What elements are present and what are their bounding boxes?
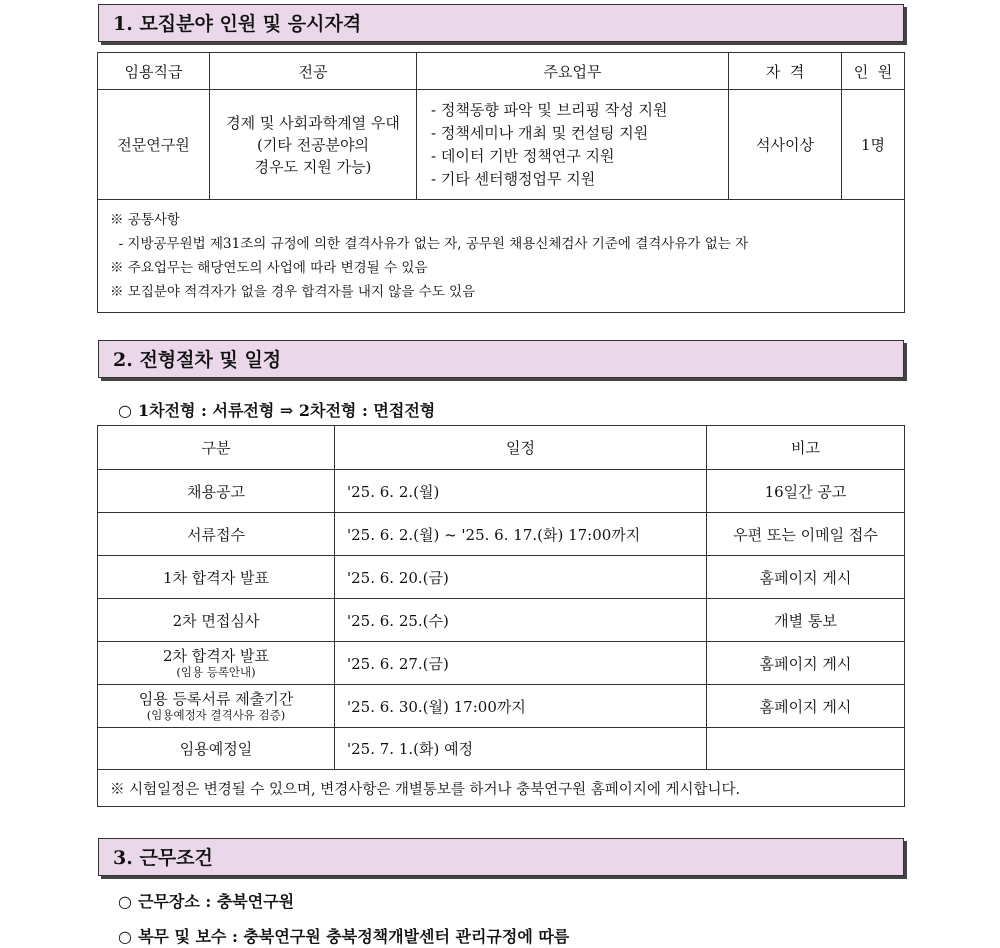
stage-cell: 2차 면접심사 [98,599,335,642]
schedule-cell: '25. 6. 27.(금) [335,642,707,685]
process-line [118,398,435,421]
stage-cell [98,642,335,685]
header-rank: 임용직급 [98,53,210,90]
notes-row [98,200,905,313]
stage-cell [98,685,335,728]
remark-cell: 홈페이지 게시 [707,685,905,728]
table-row [98,642,905,685]
major-line: (기타 전공분야의 [256,135,370,154]
note-row [98,770,905,807]
header-schedule: 일정 [335,426,707,470]
major-line: 경제 및 사회과학계열 우대 [226,113,400,132]
work-location-line [118,889,294,912]
schedule-cell: '25. 6. 25.(수) [335,599,707,642]
header-stage: 구분 [98,426,335,470]
remark-cell: 홈페이지 게시 [707,556,905,599]
note-line: ※ 공통사항 [110,212,180,228]
notes-cell [98,200,905,313]
schedule-note: ※ 시험일정은 변경될 수 있으며, 변경사항은 개별통보를 하거나 충북연구원 홈페이지에 게시합니다. [98,770,905,807]
recruitment-table [97,52,905,313]
headcount-cell: 1명 [842,90,905,200]
pay-text: 복무 및 보수 : 충북연구원 충북정책개발센터 관리규정에 따름 [137,927,570,946]
qualification-cell: 석사이상 [729,90,842,200]
duty-item: - 정책동향 파악 및 브리핑 작성 지원 [431,100,668,119]
process-text: 1차전형 : 서류전형 ⇒ 2차전형 : 면접전형 [137,401,436,420]
circle-bullet: ○ [118,927,132,946]
remark-cell: 개별 통보 [707,599,905,642]
table-row [98,685,905,728]
header-qualification: 자 격 [729,53,842,90]
note-line: ※ 주요업무는 해당연도의 사업에 따라 변경될 수 있음 [110,260,428,276]
section-3-title: 3. 근무조건 [98,838,904,876]
work-location-text: 근무장소 : 충북연구원 [137,892,295,911]
stage-cell: 1차 합격자 발표 [98,556,335,599]
table-row [98,599,905,642]
stage-cell: 채용공고 [98,470,335,513]
schedule-cell: '25. 6. 30.(월) 17:00까지 [335,685,707,728]
remark-cell: 우편 또는 이메일 접수 [707,513,905,556]
circle-bullet: ○ [118,892,132,911]
header-remark: 비고 [707,426,905,470]
section-1-title: 1. 모집분야 인원 및 응시자격 [98,4,904,42]
schedule-cell: '25. 6. 20.(금) [335,556,707,599]
pay-line [118,924,569,947]
stage-sub: (임용 등록안내) [176,665,256,679]
duty-item: - 데이터 기반 정책연구 지원 [431,146,615,165]
stage-main: 2차 합격자 발표 [162,647,270,665]
stage-cell: 임용예정일 [98,728,335,770]
circle-bullet: ○ [118,401,132,420]
remark-cell [707,728,905,770]
table-row [98,728,905,770]
table-header-row [98,53,905,90]
section-2-title: 2. 전형절차 및 일정 [98,340,904,378]
schedule-cell: '25. 6. 2.(월) ~ '25. 6. 17.(화) 17:00까지 [335,513,707,556]
rank-cell: 전문연구원 [98,90,210,200]
duty-item: - 정책세미나 개최 및 컨설팅 지원 [431,123,649,142]
header-major: 전공 [210,53,417,90]
table-row [98,90,905,200]
stage-sub: (임용예정자 결격사유 검증) [146,708,286,722]
table-row [98,470,905,513]
note-line: - 지방공무원법 제31조의 규정에 의한 결격사유가 없는 자, 공무원 채용신체검사 기준에 결격사유가 없는 자 [110,236,749,252]
schedule-table [97,425,905,807]
table-row [98,513,905,556]
major-cell [210,90,417,200]
table-header-row [98,426,905,470]
schedule-cell: '25. 7. 1.(화) 예정 [335,728,707,770]
header-duties: 주요업무 [417,53,729,90]
major-line: 경우도 지원 가능) [254,157,372,176]
header-headcount: 인 원 [842,53,905,90]
remark-cell: 16일간 공고 [707,470,905,513]
schedule-cell: '25. 6. 2.(월) [335,470,707,513]
stage-main: 임용 등록서류 제출기간 [138,690,294,708]
duties-cell [417,90,729,200]
note-line: ※ 모집분야 적격자가 없을 경우 합격자를 내지 않을 수도 있음 [110,284,476,300]
duty-item: - 기타 센터행정업무 지원 [431,169,596,188]
table-row [98,556,905,599]
stage-cell: 서류접수 [98,513,335,556]
remark-cell: 홈페이지 게시 [707,642,905,685]
